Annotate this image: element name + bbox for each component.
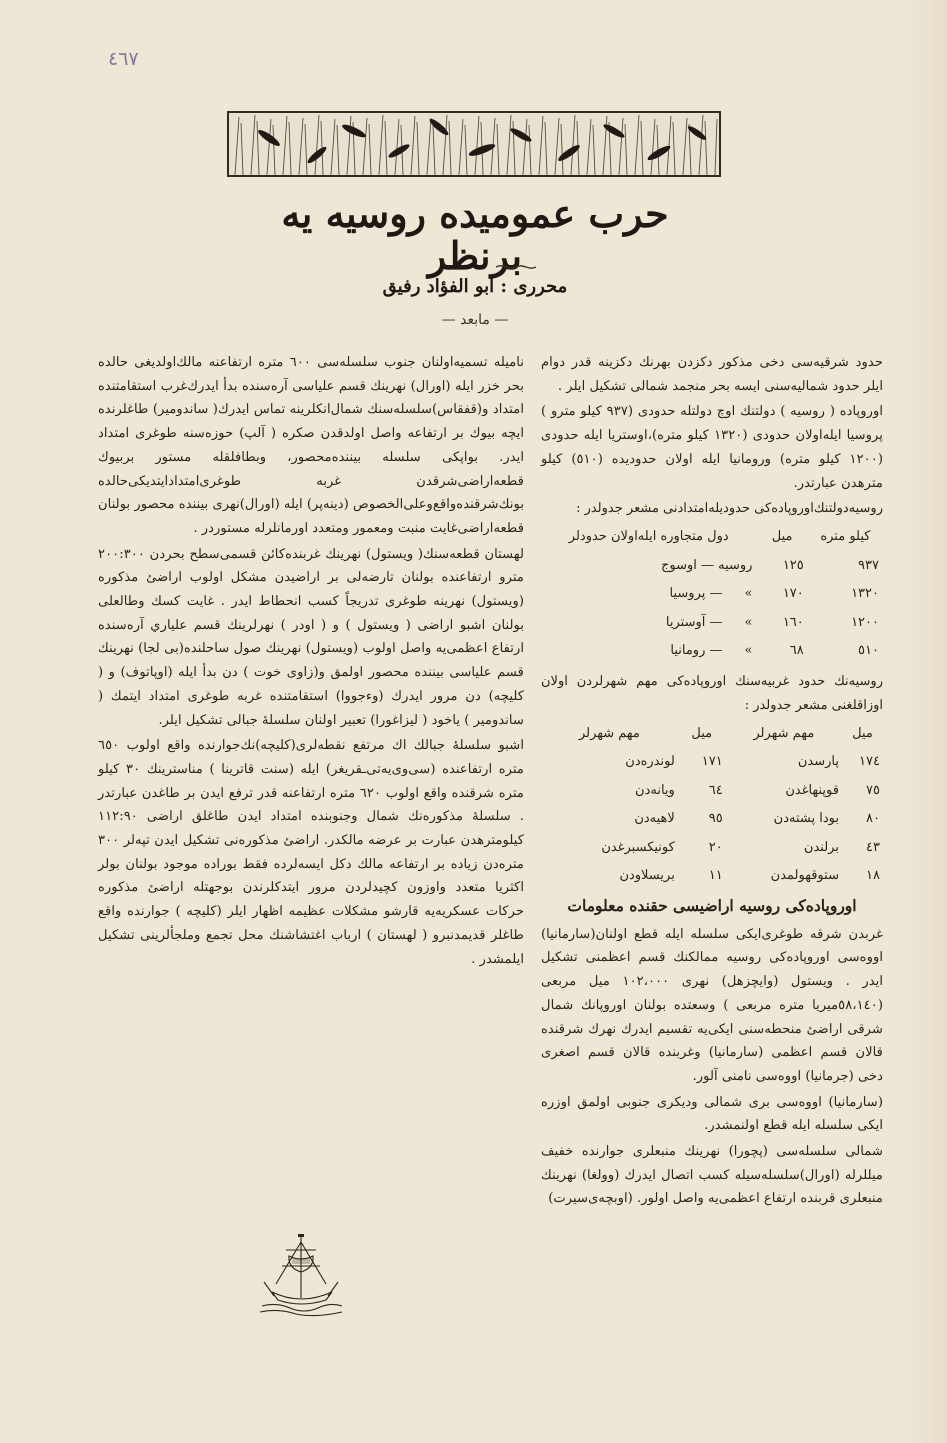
border-table-title: روسيه‌دولتنك‌اوروپاده‌كى حدوديله‌امتدادنى مشعر جدولدر :: [576, 501, 883, 517]
table-cell: ويانه‌دن: [635, 782, 675, 798]
left-column: [98, 351, 524, 973]
table-cell: [541, 609, 756, 638]
page-number: ٤٦٧: [108, 48, 139, 70]
paragraph: غربدن شرقه طوغرى‌ايكى سلسله ايله قطع اولنان(سارمانيا) اووه‌سى اوروپاده‌كى روسيه ممالكنك قسم اعظمنى تشكيل ايدر . ويستول (وايچزهل) نهرى ١٠٢،٠٠٠ ميل مربعى (٥٨،١٤٠ميريا متره مربعى ) وسعتده بولنان اوروپانك شمال شرقى اراضئ منحطه‌سنى ايكى‌يه تقسيم ايدرك نهرك شرقنده قالان قسم اعظمى (سارمانيا) وغربنده قالان قسم اصغرى دخى (جرمانيا) اووه‌سى نامنى آلور.: [541, 926, 884, 1084]
table-cell: ٩٣٧: [858, 557, 879, 573]
table-cell: ١٨: [866, 868, 880, 884]
right-column: [541, 351, 883, 1213]
table-row: [541, 834, 883, 863]
decorative-banner-image: [227, 111, 721, 177]
paragraph: اشبو سلسلهٔ جبالك اك مرتفع نقطه‌لرى(كليچه)نك‌جوارنده واقع اولوب ٦٥٠ متره ارتفاعنده (سى‌وى‌يه‌تى‌ـقريغر) ايله (سنت قاترينا ) مناسترينك ٣٠ كيلو متره شرقنده واقع اولوب ٦٢٠ متره ارتفاعنه قدر ترفع ايدن بر طاغدن عبارتدر . سلسلهٔ مذكوره‌نك شمال وجنوبنده امتداد ايدن طاغلق اراضى ١١٢:٩٠ كيلومترهدن عبارت بر عرضه مالكدر. اراضئ مذكوره‌نى تشكيل ايدن تپه‌لر ٣٠٠ متره‌دن زياده بر ارتفاعه مالك دكل ايسه‌لرده فقط بوراده موجود بولنان بولر اكثريا متعدد واوزون كچيدلردن مرور ايتدكلرندن بوجهتله اراضئ مذكوره حركات عسكريه‌يه قارشو مشكلات عظيمه اظهار ايلر (كليچه ) جوارنده واقع طاغلر قديمدنبرو ( لهستان ) ارباب اغتشاشنك محل تجمع وملجألرينى تشكيل ايلمشدر .: [98, 738, 524, 967]
table-cell: ٦٤: [708, 782, 723, 798]
table-cell: ١١: [708, 868, 723, 884]
table-header: دول متجاوره ايله‌اولان حدودلر: [568, 529, 729, 545]
table-row: [541, 609, 883, 638]
page-edge-shadow: [905, 0, 947, 1443]
table-row: [541, 580, 883, 609]
table-header: كيلو متره: [820, 529, 871, 545]
continued-label: — مابعد —: [441, 312, 509, 328]
table-cell: بودا پشته‌دن: [773, 811, 839, 827]
ditto-mark: »: [744, 614, 753, 630]
table-header: ميل: [771, 529, 793, 545]
table-cell: ٢٠: [708, 839, 723, 855]
title-ornament: [494, 262, 538, 272]
paragraph: حدود شرقيه‌سى دخى مذكور دكزدن بهرنك دكزينه قدر دوام ايلر حدود شماليه‌سنى ايسه بحر منجمد شمالى تشكيل ايلر .: [541, 355, 883, 394]
cities-table: [541, 720, 883, 891]
table-cell: ستوقهولمدن: [770, 868, 839, 884]
ship-vignette-image: [256, 1232, 346, 1318]
table-cell: برلندن: [803, 839, 839, 855]
table-cell: ١٦٠: [782, 614, 804, 630]
table-header: ميل: [691, 725, 713, 741]
paragraph: اوروپاده ( روسيه ) دولتنك اوچ دولتله حدودى (٩٣٧ كيلو مترو ) پروسيا ايله‌اولان حدودى (١٣٢٠ كيلو متره)،اوستريا ايله حدودى (١٢٠٠ كيلو متره) وروماني‍ا ايله اولان حدوديده (٥١٠) كيلو مترهدن عبارتدر.: [541, 404, 883, 491]
table-cell: ٨٠: [866, 811, 880, 827]
table-row: [541, 637, 883, 666]
table-cell: قوپنهاغدن: [785, 782, 839, 798]
table-header: مهم شهرلر: [753, 725, 815, 741]
table-cell: ١٧٠: [782, 586, 804, 602]
table-cell: پارسدن: [797, 754, 839, 770]
border-table: [541, 523, 883, 666]
paragraph: (سارمانيا) اووه‌سى برى شمالى وديكرى جنوبى اولمق اوزره ايكى سلسله ايله قطع اولنمشدر.: [541, 1094, 883, 1134]
border-name: — آوستريا: [665, 614, 723, 630]
article-title: حرب عموميده روسيه يه برنظر: [281, 191, 669, 278]
table-cell: روسيه — اوسوج: [660, 557, 753, 573]
table-cell: [541, 637, 756, 666]
table-cell: ٩٥: [708, 811, 723, 827]
table-row: [541, 777, 883, 806]
table-cell: بريسلاودن: [619, 868, 675, 884]
ditto-mark: »: [744, 643, 753, 659]
paragraph: شمالى سلسله‌سى (پچورا) نهرينك منبعلرى جوارنده خفيف ميللرله (اورال)سلسله‌سيله كسب اتصال ايدرك (وولغا) نهرينك منبعلرى قربنده ارتفاع اعظمى‌يه واصل اولور. (اوبچه‌ى‌سيرت): [541, 1144, 883, 1207]
table-cell: ٥١٠: [858, 643, 879, 659]
table-cell: ١٧٤: [859, 754, 880, 770]
article-byline: محرری : ابو الفؤاد رفيق: [382, 276, 568, 297]
table-cell: ١٢٥: [782, 557, 804, 573]
table-cell: [541, 580, 756, 609]
section-heading: اوروپاده‌كى روسيه اراضيسى حقنده معلومات: [567, 895, 857, 915]
table-cell: ١٣٢٠: [851, 586, 879, 602]
table-row: [541, 748, 883, 777]
table-cell: ١٧١: [701, 754, 723, 770]
paragraph: لهستان قطعه‌سنك( ويستول) نهرينك غربنده‌كائن قسمى‌سطح بحردن ٢٠٠:٣٠٠ مترو ارتفاعنده بولنان تارضه‌لى بر اراضيدن مشكل اولوب اراضئ مذكوره (ويستول) نهرينه طوغرى تدريجاً كسب انحطاط ايدر . غايت كسك وطالعلى بولنان اشبو اراضى ( ويستول ) و ( اودر ) نهرلرينك قسم علياري آره‌سنده ارتفاع اعظمى‌يه واصل اولوب (ويستول) نهرينك صول ساحلنده(بى لجا) نهرينك قسم علياسى بيننده محصور اولمق و(زاوى خوت ) دن بدأ ايله (اوپاتوف) و ( كليچه) دن مرور ايدرك (وءجووا) استقامتنده غربه طوغرى امتداد ايتمك ( ساندومير ) ياخود ( ليزاغورا) تعبير اولنان سلسلهٔ جبالى تشكيل ايلر.: [98, 546, 524, 728]
table-cell: كونيكسبرغدن: [601, 839, 675, 855]
cities-table-title: روسيه‌نك حدود غربيه‌سنك اوروپاده‌كى مهم شهرلردن اولان اوزاقلغنى مشعر جدولدر :: [541, 673, 883, 713]
border-name: — رومانيا: [670, 643, 723, 659]
table-cell: لاهيه‌دن: [634, 811, 675, 827]
table-header: ميل: [852, 725, 873, 741]
table-cell: لوندره‌دن: [625, 754, 675, 770]
table-cell: ٦٨: [789, 643, 804, 659]
border-name: — پروسيا: [669, 586, 723, 602]
table-cell: ١٢٠٠: [851, 614, 879, 630]
table-row: [541, 862, 883, 891]
ditto-mark: »: [744, 586, 753, 602]
table-cell: ٧٥: [866, 782, 880, 798]
table-header: مهم شهرلر: [578, 725, 640, 741]
paragraph: ناميله تسميه‌اولنان جنوب سلسله‌سى ٦٠٠ متره ارتفاعنه مالك‌اولديغى حالده بحر خزر ايله (اورال) نهرينك قسم علياسى آره‌سنده بدأ ايدرك‌غرب استقامتنده امتداد و(قفقاس)سلسله‌سنك شمال‌انكلرينه تماس ايدرك( ساندومير) طاغلرنده ايچه بيوك بر ارتفاعه واصل اولدقدن صكره ( آلپ) حوزه‌سنه طوغرى امتداد ايدر. بواپكى سلسله بيننده‌محصور، وبطافلقله مستور بربيوك قطعه‌اراضى‌شرقدن غربه طوغرى‌امتدادايتديكى‌حالده بونك‌شرقنده‌واقع‌وعلى‌الخصوص (دينه‌پر) ايله (اورال)نهرى بيننده محصور بولنان قطعه‌اراضى‌غايت منبت ومعمور ومتعدد اورمانلرله مستوردر .: [98, 355, 524, 536]
table-row: [541, 805, 883, 834]
table-row: [541, 552, 883, 581]
table-cell: ٤٣: [866, 839, 880, 855]
